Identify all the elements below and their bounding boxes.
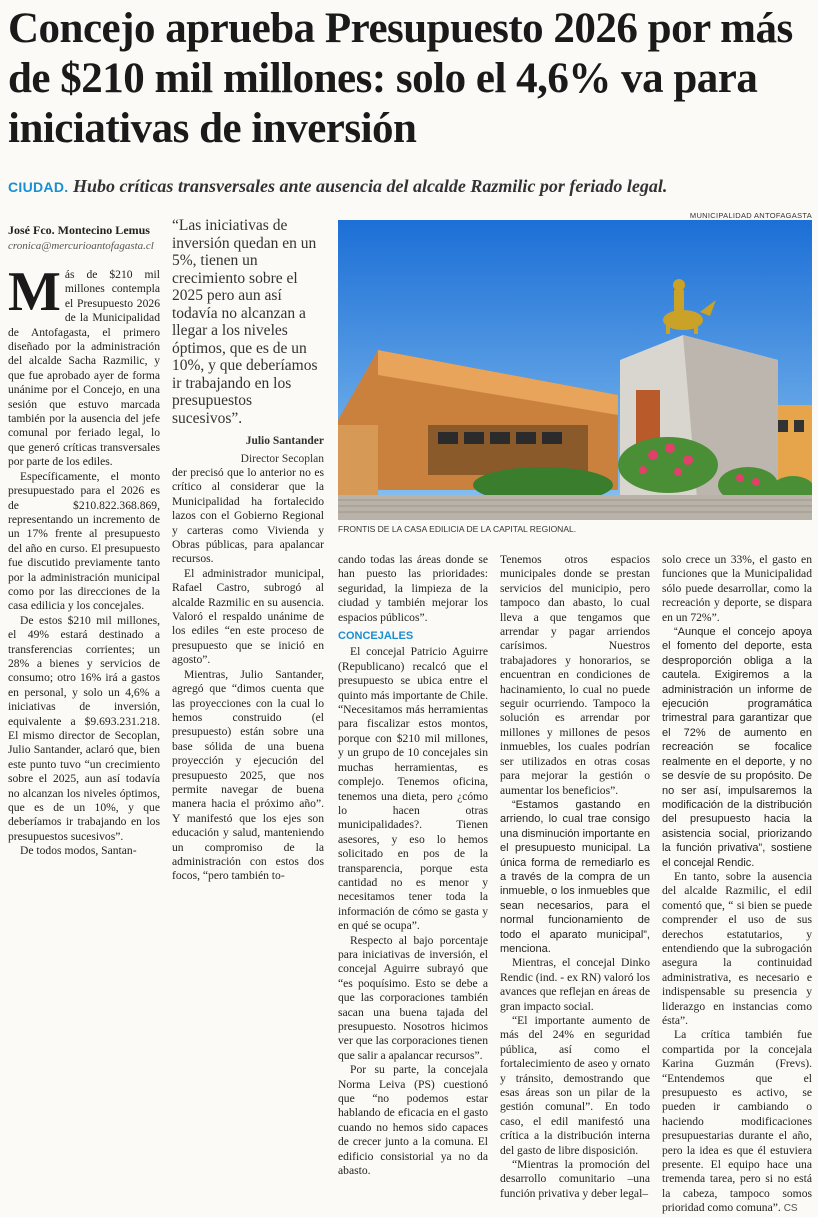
paragraph-text: La crítica también fue compartida por la concejala Karina Guzmán (Frevs). “Entendemos que el presupuesto es activo, se pueden ir cambiando o haciendo modificaciones presupuestarias durante el año, pero la idea es que él estuviera presente. El equipo hace una tremenda tarea, pero si no está la cabeza, tampoco somos prioridad como comuna”.: [662, 1028, 812, 1215]
pull-quote-name: Julio Santander: [245, 435, 324, 447]
section-kicker: CIUDAD.: [8, 179, 69, 195]
byline-author: José Fco. Montecino Lemus: [8, 223, 150, 237]
paragraph: cando todas las áreas donde se han puesto las prioridades: seguridad, la limpieza de la ciudad y también mejorar los espacios públicos”.: [338, 553, 488, 624]
paragraph: Mientras, Julio Santander, agregó que “dimos cuenta que las proyecciones con la cual lo hemos construido (el presupuesto) están sobre una base sólida de una buena proyección y ejecución del presupuesto 2025, que nos permite navegar de buena manera hacia el próximo año”. Y manifestó que los ejes son educación y salud, manteniendo un compromiso de la administración con estos dos focos, “pero también to-: [172, 667, 324, 883]
photo-caption: FRONTIS DE LA CASA EDILICIA DE LA CAPITAL REGIONAL.: [338, 524, 577, 534]
paragraph: El administrador municipal, Rafael Castro, subrogó al alcalde Razmilic en su ausencia. Valoró el respaldo unánime de los ediles “en este proceso de presupuesto que se inició en agosto”.: [172, 566, 324, 667]
column-2: [172, 466, 324, 884]
pull-quote: [172, 217, 324, 468]
paragraph: De estos $210 mil millones, el 49% estará destinado a transferencias corrientes; un 28% a bienes y servicios de consumo; otro 16% irá a gastos en personal, y solo un 4,6% a iniciativas de inversión, equivalente a $9.693.231.218. El mismo director de Secoplan, Julio Santander, aclaró que, bien este punto tuvo “un crecimiento sobre el 2025, aun así todavía no alcanzan los niveles óptimos, que es de un 10%, y que deberíamos ir trabajando en los presupuestos sucesivos”.: [8, 613, 160, 843]
paragraph: El concejal Patricio Aguirre (Republicano) recalcó que el presupuesto se ubica entre el quinto más importante de Chile. “Necesitamos más herramientas para fiscalizar estos montos, porque con $210 mil millones, y un grupo de 10 concejales sin muchas herramientas, es complejo. Tenemos oficina, tenemos una dieta, pero ¿cómo lo hacen otras municipalidades?. Tienen asesores, y eso lo hemos solicitado en pos de la transparencia, porque esta cantidad no es menor y necesitamos tener toda la información de cómo se gasta y en qué se ocupa”.: [338, 645, 488, 933]
pull-quote-text: “Las iniciativas de inversión quedan en un 5%, tienen un crecimiento sobre el 2025 pero aun así todavía no alcanzan a llegar a los niveles óptimos, que es de un 10%, y que deberíamos ir trabajando en los presupuestos sucesivos”.: [172, 217, 318, 427]
paragraph: [662, 1028, 812, 1216]
column-4: [500, 553, 650, 1201]
paragraph: der precisó que lo anterior no es crítico al considerar que la Municipalidad ha fortalecido lazos con el Gobierno Regional y carteras como Vivienda y Obras públicas, para apalancar recursos.: [172, 466, 324, 566]
article-photo: [338, 220, 812, 520]
section-heading: CONCEJALES: [338, 630, 414, 643]
paragraph: “Mientras la promoción del desarrollo comunitario –una función privativa y deber legal–: [500, 1158, 650, 1200]
column-3: [338, 553, 488, 1178]
photo-illustration: [338, 220, 812, 520]
paragraph: solo crece un 33%, el gasto en funciones que la Municipalidad sólo puede desarrollar, como la recreación y deporte, se dispara en un 72%”.: [662, 553, 812, 624]
column-1: [8, 261, 160, 859]
subheadline-line: [8, 176, 814, 197]
drop-cap: M: [8, 261, 61, 323]
paragraph: De todos modos, Santan-: [20, 844, 137, 858]
paragraph: Específicamente, el monto presupuestado para el 2026 es de $210.822.368.869, representando un incremento de un 17% frente al presupuesto del año en curso. El presupuesto fue discutido previamente tanto por la administración municipal como por las direcciones de la casa edilicia y los concejales.: [8, 469, 160, 613]
pull-quote-role: Director Secoplan: [240, 452, 324, 465]
paragraph: Respecto al bajo porcentaje para iniciativas de inversión, el concejal Aguirre subrayó que “es poquísimo. Esto se debe a que las corporaciones también sacan una buena tajada del presupuesto. Nosotros hicimos ver que las corporaciones tienen que salir a apalancar recursos”.: [338, 933, 488, 1062]
paragraph: ás de $210 mil millones contempla el Presupuesto 2026 de la Municipalidad de Antofagasta, el primero diseñado por la administración del alcalde Sacha Razmilic, y que fue aprobado ayer de forma unánime por el Concejo, en una sesión que estuvo marcada también por la ausencia del jefe comunal por feriado legal, lo que generó críticas transversales por parte de los ediles.: [8, 268, 160, 469]
subheadline: Hubo críticas transversales ante ausencia del alcalde Razmilic por feriado legal.: [72, 176, 668, 196]
paragraph: “Aunque el concejo apoya el fomento del deporte, esta desproporción obliga a la cautela. Exigiremos a la administración un informe de ejecución programática trimestral para garantizar que el 72% de aumento en recreación se focalice realmente en el deporte, y no se desvíe de su propósito. De no ser así, impulsaremos la modificación de la distribución del presupuesto hacia la asistencia social, priorizando la función privativa”, sostiene el concejal Rendic.: [662, 626, 812, 869]
paragraph: “El importante aumento de más del 24% en seguridad pública, así como el fortalecimiento de aseo y ornato y tránsito, demostrando que esas áreas son un pilar de la gestión comunal”. En todo caso, el edil manifestó una crítica a la distribución interna del gasto de libre disposición.: [500, 1014, 650, 1157]
paragraph: En tanto, sobre la ausencia del alcalde Razmilic, el edil comentó que, “ si bien se puede comprender el uso de sus derechos estatutarios, y entendiendo que la subrogación asegura la continuidad administrativa, es necesario e indispensable su presencia y liderazgo en instancias como ésta”.: [662, 869, 812, 1027]
column-5: [662, 553, 812, 1217]
paragraph: “Estamos gastando en arriendo, lo cual trae consigo una disminución importante en el presupuesto municipal. La única forma de remediarlo es a través de la compra de un inmueble, o los inmuebles que sean necesarios, para el normal funcionamiento de todo el aparato municipal”, menciona.: [500, 798, 650, 955]
headline: Concejo aprueba Presupuesto 2026 por más de $210 mil millones: solo el 4,6% va para iniciativas de inversión: [8, 5, 793, 152]
photo-credit: MUNICIPALIDAD ANTOFAGASTA: [689, 211, 812, 220]
byline: [8, 223, 168, 252]
paragraph: Por su parte, la concejala Norma Leiva (PS) cuestionó que “no podemos estar hablando de eficacia en el gasto cuando no hemos sido capaces de crecer junto a la comuna. El edificio consistorial ya no da abasto.: [338, 1063, 488, 1178]
byline-email: cronica@mercurioantofagasta.cl: [8, 240, 154, 252]
pull-quote-attribution: [172, 433, 324, 468]
end-mark: CS: [783, 1203, 798, 1215]
paragraph: Mientras, el concejal Dinko Rendic (ind. - ex RN) valoró los avances que reflejan en áreas de gran impacto social.: [500, 956, 650, 1013]
paragraph: Tenemos otros espacios municipales donde se prestan servicios del municipio, pero tampoco dan abasto, lo cual lleva a que tengamos que arrendar y pagar arriendos carísimos. Nuestros trabajadores y honorarios, se encuentran en condiciones de hacinamiento, lo cual no puede seguir ocurriendo. Tampoco la solución es arrendar por millones y millones de pesos inmuebles, los cuales podrían ser utilizados en otras cosas para mejorar la gestión o aumentar los beneficios”.: [500, 553, 650, 797]
